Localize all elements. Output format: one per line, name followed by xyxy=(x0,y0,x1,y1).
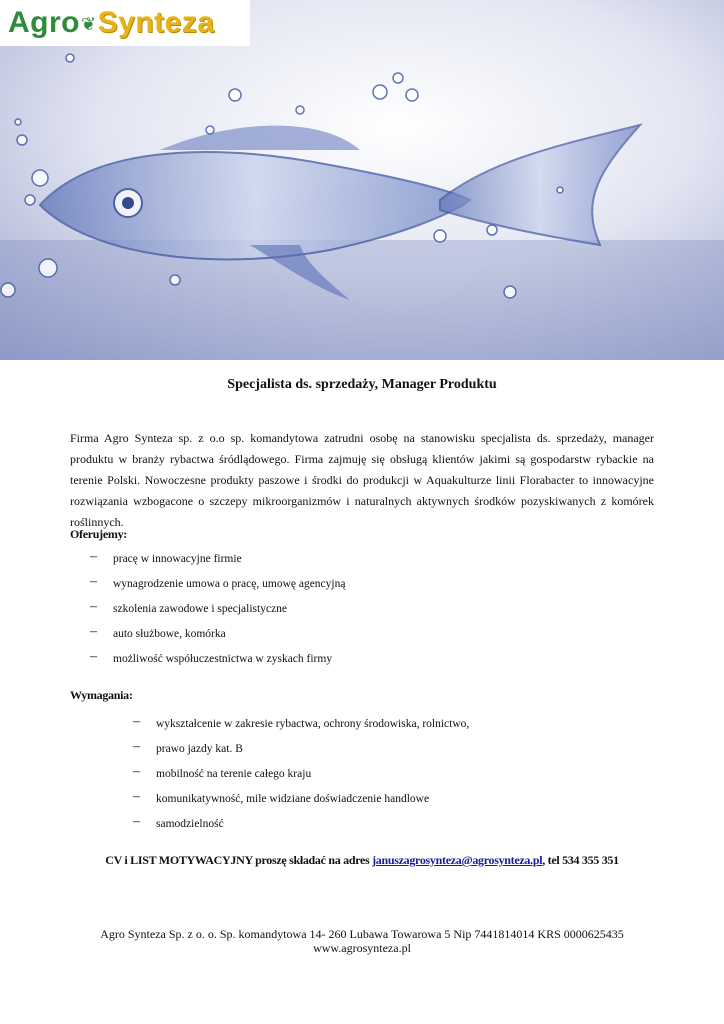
footer-website: www.agrosynteza.pl xyxy=(313,941,411,955)
leaf-icon: ❦ xyxy=(81,14,97,34)
dash-bullet: – xyxy=(90,599,97,614)
dash-bullet: – xyxy=(133,764,140,779)
footer-company-info: Agro Synteza Sp. z o. o. Sp. komandytowa 14- 260 Lubawa Towarowa 5 Nip 7441814014 KRS 0000625435 xyxy=(100,927,624,941)
footer xyxy=(0,927,724,955)
company-logo xyxy=(0,0,250,46)
dash-bullet: – xyxy=(90,624,97,639)
cv-text: CV i LIST MOTYWACYJNY proszę składać na adres xyxy=(105,853,373,867)
logo-part-synteza: Synteza xyxy=(97,6,215,39)
dash-bullet: – xyxy=(90,649,97,664)
phone-text: , tel 534 355 351 xyxy=(542,853,619,867)
dash-bullet: – xyxy=(90,549,97,564)
water-fish-illustration xyxy=(0,0,724,360)
requirements-heading: Wymagania: xyxy=(70,688,133,702)
intro-paragraph: Firma Agro Synteza sp. z o.o sp. komandytowa zatrudni osobę na stanowisku specjalista ds. sprzedaży, manager produktu w branży rybactwa śródlądowego. Firma zajmuję się obsługą klientów jakimi są gospodarstw rybackie na terenie Polski. Nowoczesne produkty paszowe i środki do produkcji w Aquakulturze linii Florabacter to innowacyjne rozwiązania wzbogacone o szczepy mikroorganizmów i naturalnych aktywnych środków pozyskiwanych z komórek roślinnych. xyxy=(70,431,654,529)
dash-bullet: – xyxy=(133,739,140,754)
job-title: Specjalista ds. sprzedaży, Manager Produktu xyxy=(227,377,497,392)
email-link[interactable]: januszagrosynteza@agrosynteza.pl xyxy=(372,853,543,867)
hero-image xyxy=(0,0,724,360)
dash-bullet: – xyxy=(133,789,140,804)
dash-bullet: – xyxy=(90,574,97,589)
dash-bullet: – xyxy=(133,814,140,829)
cv-contact-line xyxy=(0,853,724,868)
logo-part-agro: Agro xyxy=(8,6,80,39)
dash-bullet: – xyxy=(133,714,140,729)
offer-heading: Oferujemy: xyxy=(70,527,127,541)
